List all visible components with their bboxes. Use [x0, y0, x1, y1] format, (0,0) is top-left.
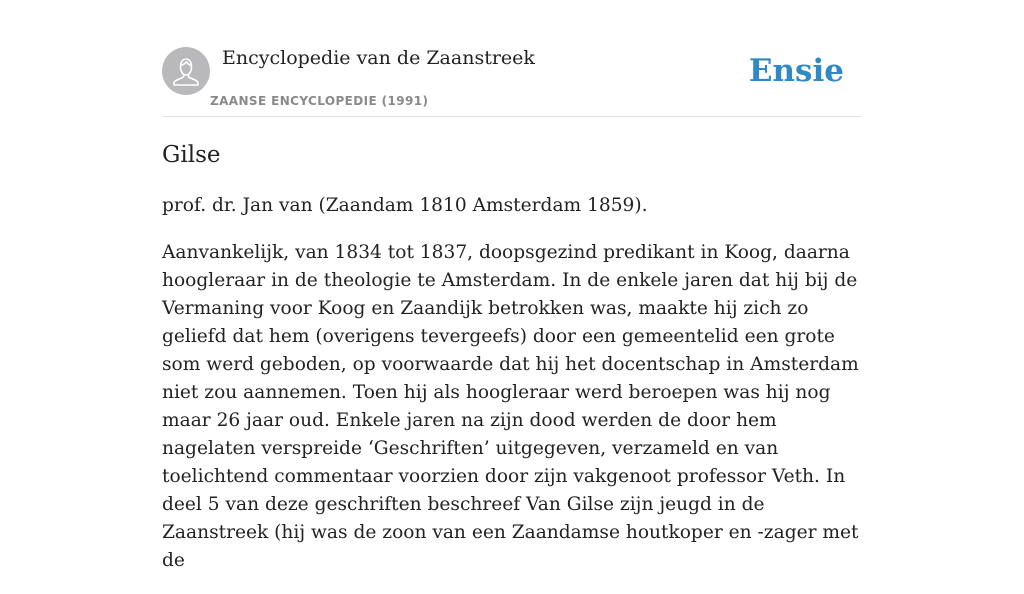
entry-paragraph: prof. dr. Jan van (Zaandam 1810 Amsterdam 1859).: [162, 195, 648, 216]
user-icon[interactable]: [162, 47, 210, 95]
entry-paragraph: Aanvankelijk, van 1834 tot 1837, doopsgezind predikant in Koog, daarna hoogleraar in de theologie te Amsterdam. In de enkele jaren dat hij bij de Vermaning voor Koog en Zaandijk betrokken was, maakte hij zich zo geliefd dat hem (overigens tevergeefs) door een gemeentelid een grote som werd geboden, op voorwaarde dat hij het docentschap in Amsterdam niet zou aannemen. Toen hij als hoogleraar werd beroepen was hij nog maar 26 jaar oud. Enkele jaren na zijn dood werden de door hem nagelaten verspreide ‘Geschriften’ uitgegeven, verzameld en van toelichtend commentaar voorzien door zijn vakgenoot professor Veth. In deel 5 van deze geschriften beschreef Van Gilse zijn jeugd in de Zaanstreek (hij was de zoon van een Zaandamse houtkoper en -zager met de: [162, 242, 859, 571]
entry-body: [162, 192, 862, 594]
source-title-link[interactable]: Encyclopedie van de Zaanstreek: [222, 47, 535, 69]
source-subtitle: ZAANSE ENCYCLOPEDIE (1991): [210, 94, 429, 108]
brand-logo[interactable]: Ensie: [748, 53, 844, 89]
source-header: [162, 46, 862, 117]
entry-title: Gilse: [162, 142, 221, 168]
